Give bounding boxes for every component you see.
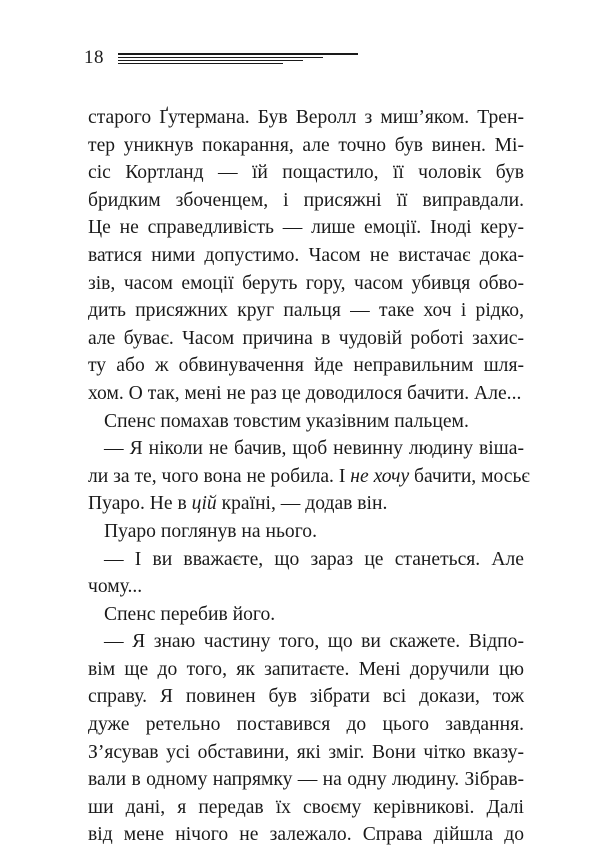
text-line: З’ясував усі обставини, які зміг. Вони чітко вказу-: [88, 741, 524, 763]
text-line: дуже ретельно поставився до цього завдання.: [88, 714, 524, 736]
text-line: [88, 463, 530, 491]
text-line: Пуаро поглянув на нього.: [104, 520, 317, 542]
text-line: — І ви вважаєте, що зараз це станеться. Але: [104, 548, 524, 570]
text-line: ту або ж обвинувачення йде неправильним шля-: [88, 355, 524, 377]
text-line: чому...: [88, 576, 143, 598]
text-line: тер уникнув покарання, але точно був винен. Мі-: [88, 134, 524, 156]
text-line: Це не справедливість — лише емоції. Іноді керу-: [88, 217, 524, 239]
text-line: вім ще до того, як запитаєте. Мені доручили цю: [88, 658, 524, 680]
text-segment: бачити, мосьє: [409, 465, 530, 487]
text-line: Спенс помахав товстим указівним пальцем.: [104, 410, 469, 432]
text-line: Спенс перебив його.: [104, 603, 276, 625]
text-segment: ли за те, чого вона не робила. І: [88, 465, 351, 487]
text-line: справу. Я повинен був зібрати всі докази, тож: [88, 686, 524, 708]
text-line: зів, часом емоції беруть гору, часом убивця обво-: [88, 272, 524, 294]
text-line: сіс Кортланд — їй пощастило, її чоловік був: [88, 162, 524, 184]
text-segment: країні, — додав він.: [216, 493, 388, 515]
text-line: — Я знаю частину того, що ви скажете. Відпо-: [104, 631, 524, 653]
text-segment: Пуаро. Не в: [88, 493, 192, 515]
page-header: [84, 40, 344, 70]
text-line: ватися ними допустимо. Часом не вистачає дока-: [88, 244, 524, 266]
text-line: вали в одному напрямку — на одну людину. Зібрав-: [88, 769, 524, 791]
text-line: старого Ґутермана. Був Веролл з миш’яком. Трен-: [88, 107, 524, 128]
text-line: дить присяжних круг пальця — таке хоч і рідко,: [88, 300, 524, 322]
header-ornament-rule: [118, 53, 358, 67]
italic-emphasis: цій: [191, 493, 217, 515]
text-line: хом. О так, мені не раз це доводилося бачити. Але...: [88, 382, 522, 404]
page-number: 18: [84, 47, 104, 68]
text-line: [88, 490, 524, 518]
text-line: але буває. Часом причина в чудовій роботі захис-: [88, 327, 524, 349]
body-text: [88, 104, 530, 849]
text-line: ши дані, я передав їх своєму керівникові. Далі: [88, 796, 524, 818]
text-line: від мене нічого не залежало. Справа дійшла до: [88, 824, 524, 846]
italic-emphasis: не хочу: [350, 465, 410, 487]
text-line: бридким збоченцем, і присяжні її виправдали.: [88, 189, 524, 211]
text-line: — Я ніколи не бачив, щоб невинну людину віша-: [104, 438, 524, 460]
